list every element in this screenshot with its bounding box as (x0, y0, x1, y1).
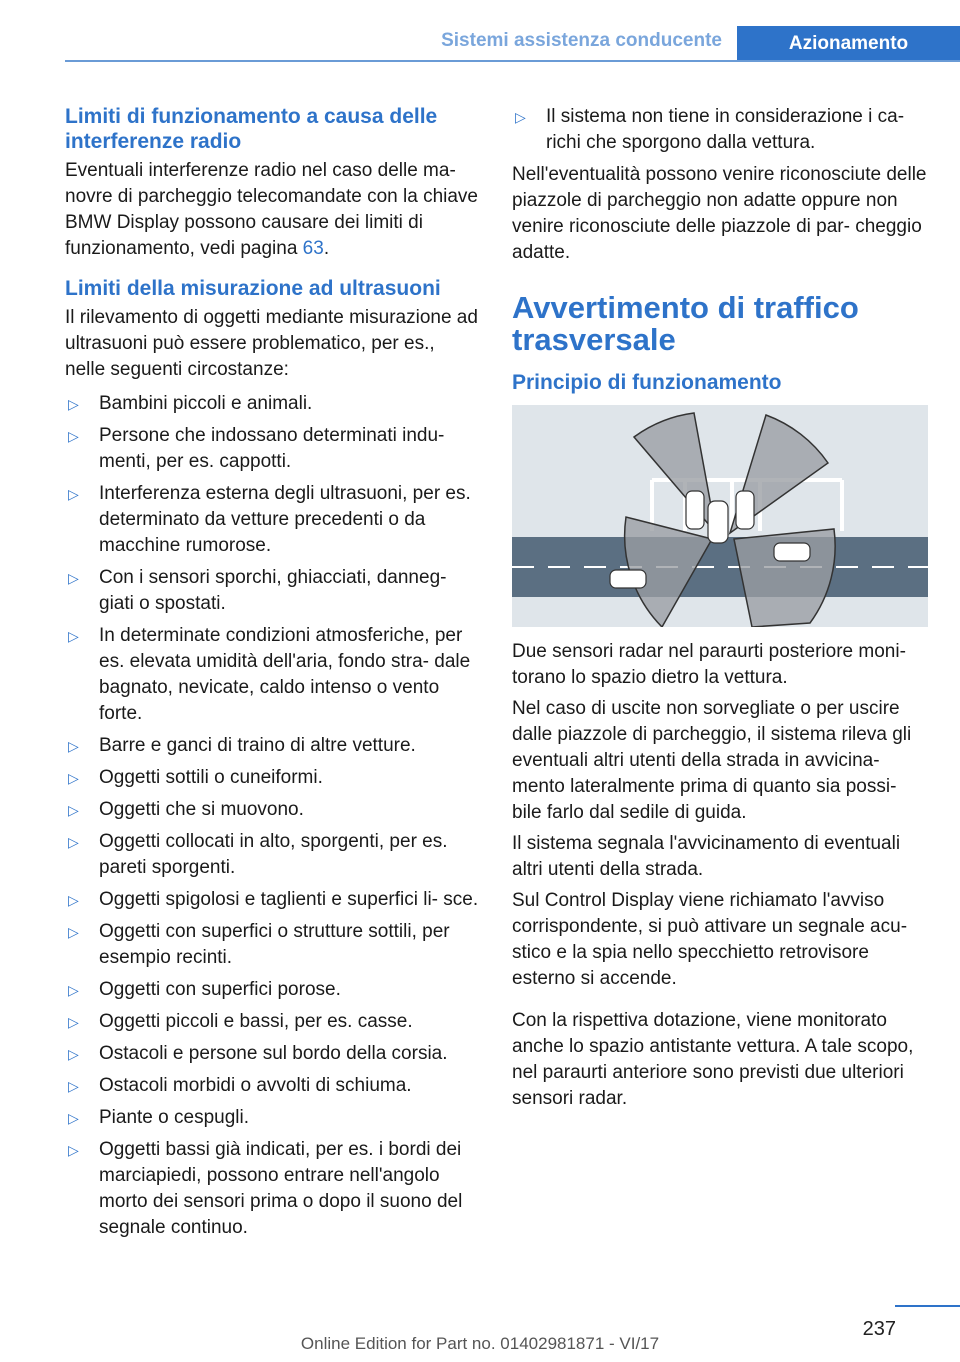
bullet-triangle-icon: ▷ (68, 802, 79, 818)
list-item: ▷ In determinate condizioni atmosferiche, per es. elevata umidità dell'aria, fondo stra‐ dale bagnato, nevicate, caldo intenso o vento forte. (68, 625, 471, 724)
page-header (65, 26, 960, 60)
list-item: ▷ Persone che indossano determinati indu‐ menti, per es. cappotti. (68, 425, 445, 472)
list-item: ▷ Interferenza esterna degli ultrasuoni, per es. determinato da vetture precedenti o da macchine rumorose. (68, 483, 471, 556)
bullet-triangle-icon: ▷ (68, 570, 79, 586)
page-number-rule (895, 1305, 960, 1307)
paragraph-ultrasound-limits: Il rilevamento di oggetti mediante misurazione ad ultrasuoni può essere problematico, per es., nelle seguenti circostanze: (65, 307, 478, 380)
bullet-triangle-icon: ▷ (68, 1078, 79, 1094)
bullet-triangle-icon: ▷ (68, 486, 79, 502)
paragraph-control-display: Sul Control Display viene richiamato l'avviso corrispondente, si può attivare un segnale acu‐ stico e la spia nello specchietto retrovisore esterno si accende. (512, 890, 908, 989)
paragraph-radio-interference: Eventuali interferenze radio nel caso delle ma‐ novre di parcheggio telecomandate con la chiave BMW Display possono causare dei limiti di funzionamento, vedi pagina 63. (65, 160, 478, 259)
limitations-list (65, 391, 480, 1241)
list-item: ▷ Oggetti spigolosi e taglienti e superfici li‐ sce. (65, 887, 480, 913)
header-rule (65, 60, 960, 62)
list-item: ▷ Oggetti bassi già indicati, per es. i bordi dei marciapiedi, possono entrare nell'angolo morto dei sensori prima o dopo il suono del segnale continuo. (68, 1139, 463, 1238)
header-chapter-tab: Azionamento (737, 26, 960, 62)
footer-edition: Online Edition for Part no. 01402981871 - VI/17 (300, 1334, 660, 1353)
loads-list (512, 104, 928, 156)
list-item: ▷ Ostacoli morbidi o avvolti di schiuma. (65, 1073, 480, 1099)
list-item: ▷ Oggetti piccoli e bassi, per es. casse. (65, 1009, 480, 1035)
paragraph-front-radar: Con la rispettiva dotazione, viene monitorato anche lo spazio antistante vettura. A tale scopo, nel paraurti anteriore sono previsti due ulteriori sensori radar. (512, 1010, 914, 1109)
list-item: ▷ Barre e ganci di traino di altre vetture. (65, 733, 480, 759)
bullet-triangle-icon: ▷ (68, 1014, 79, 1030)
bullet-triangle-icon: ▷ (68, 770, 79, 786)
list-item: ▷ Oggetti con superfici o strutture sottili, per esempio recinti. (68, 921, 450, 968)
header-section-title: Sistemi assistenza conducente (441, 30, 722, 51)
bullet-triangle-icon: ▷ (68, 1142, 79, 1158)
bullet-triangle-icon: ▷ (515, 109, 526, 125)
list-item: ▷ Ostacoli e persone sul bordo della corsia. (65, 1041, 480, 1067)
list-item: ▷ Il sistema non tiene in considerazione i ca‐ richi che sporgono dalla vettura. (515, 106, 905, 153)
paragraph-rear-radar: Due sensori radar nel paraurti posteriore moni‐ torano lo spazio dietro la vettura. (512, 641, 906, 688)
heading-cross-traffic-warning: Avvertimento di traffico trasversale (512, 290, 859, 357)
bullet-triangle-icon: ▷ (68, 924, 79, 940)
bullet-triangle-icon: ▷ (68, 1046, 79, 1062)
left-column (65, 104, 480, 1247)
bullet-triangle-icon: ▷ (68, 892, 79, 908)
heading-ultrasound-limits: Limiti della misurazione ad ultrasuoni (65, 277, 441, 300)
bullet-triangle-icon: ▷ (68, 982, 79, 998)
bullet-triangle-icon: ▷ (68, 428, 79, 444)
cross-traffic-illustration (512, 405, 928, 627)
bullet-triangle-icon: ▷ (68, 738, 79, 754)
right-column (512, 104, 928, 1117)
list-item: ▷ Con i sensori sporchi, ghiacciati, danneg‐ giati o spostati. (68, 567, 447, 614)
list-item: ▷ Oggetti con superfici porose. (65, 977, 480, 1003)
list-item: ▷ Oggetti collocati in alto, sporgenti, per es. pareti sporgenti. (68, 831, 448, 878)
page-number: 237 (862, 1318, 896, 1340)
bullet-triangle-icon: ▷ (68, 834, 79, 850)
list-item: ▷ Oggetti sottili o cuneiformi. (65, 765, 480, 791)
list-item: ▷ Piante o cespugli. (65, 1105, 480, 1131)
bullet-triangle-icon: ▷ (68, 1110, 79, 1126)
list-item: ▷ Bambini piccoli e animali. (65, 391, 480, 417)
paragraph-detection: Nel caso di uscite non sorvegliate o per uscire dalle piazzole di parcheggio, il sistema rileva gli eventuali altri utenti della strada in avvicina‐ mento lateralmente prima di quanto sia possi‐ bile farlo dal sedile di guida. (512, 698, 912, 823)
heading-operating-principle: Principio di funzionamento (512, 371, 782, 394)
paragraph-signal: Il sistema segnala l'avvicinamento di eventuali altri utenti della strada. (512, 833, 901, 880)
heading-radio-interference: Limiti di funzionamento a causa delle interferenze radio (65, 105, 438, 153)
paragraph-parking-spaces: Nell'eventualità possono venire riconosciute delle piazzole di parcheggio non adatte oppure non venire riconosciute delle piazzole di par‐ cheggio adatte. (512, 164, 927, 263)
page-link-63[interactable]: 63 (302, 238, 324, 259)
bullet-triangle-icon: ▷ (68, 628, 79, 644)
bullet-triangle-icon: ▷ (68, 396, 79, 412)
list-item: ▷ Oggetti che si muovono. (65, 797, 480, 823)
